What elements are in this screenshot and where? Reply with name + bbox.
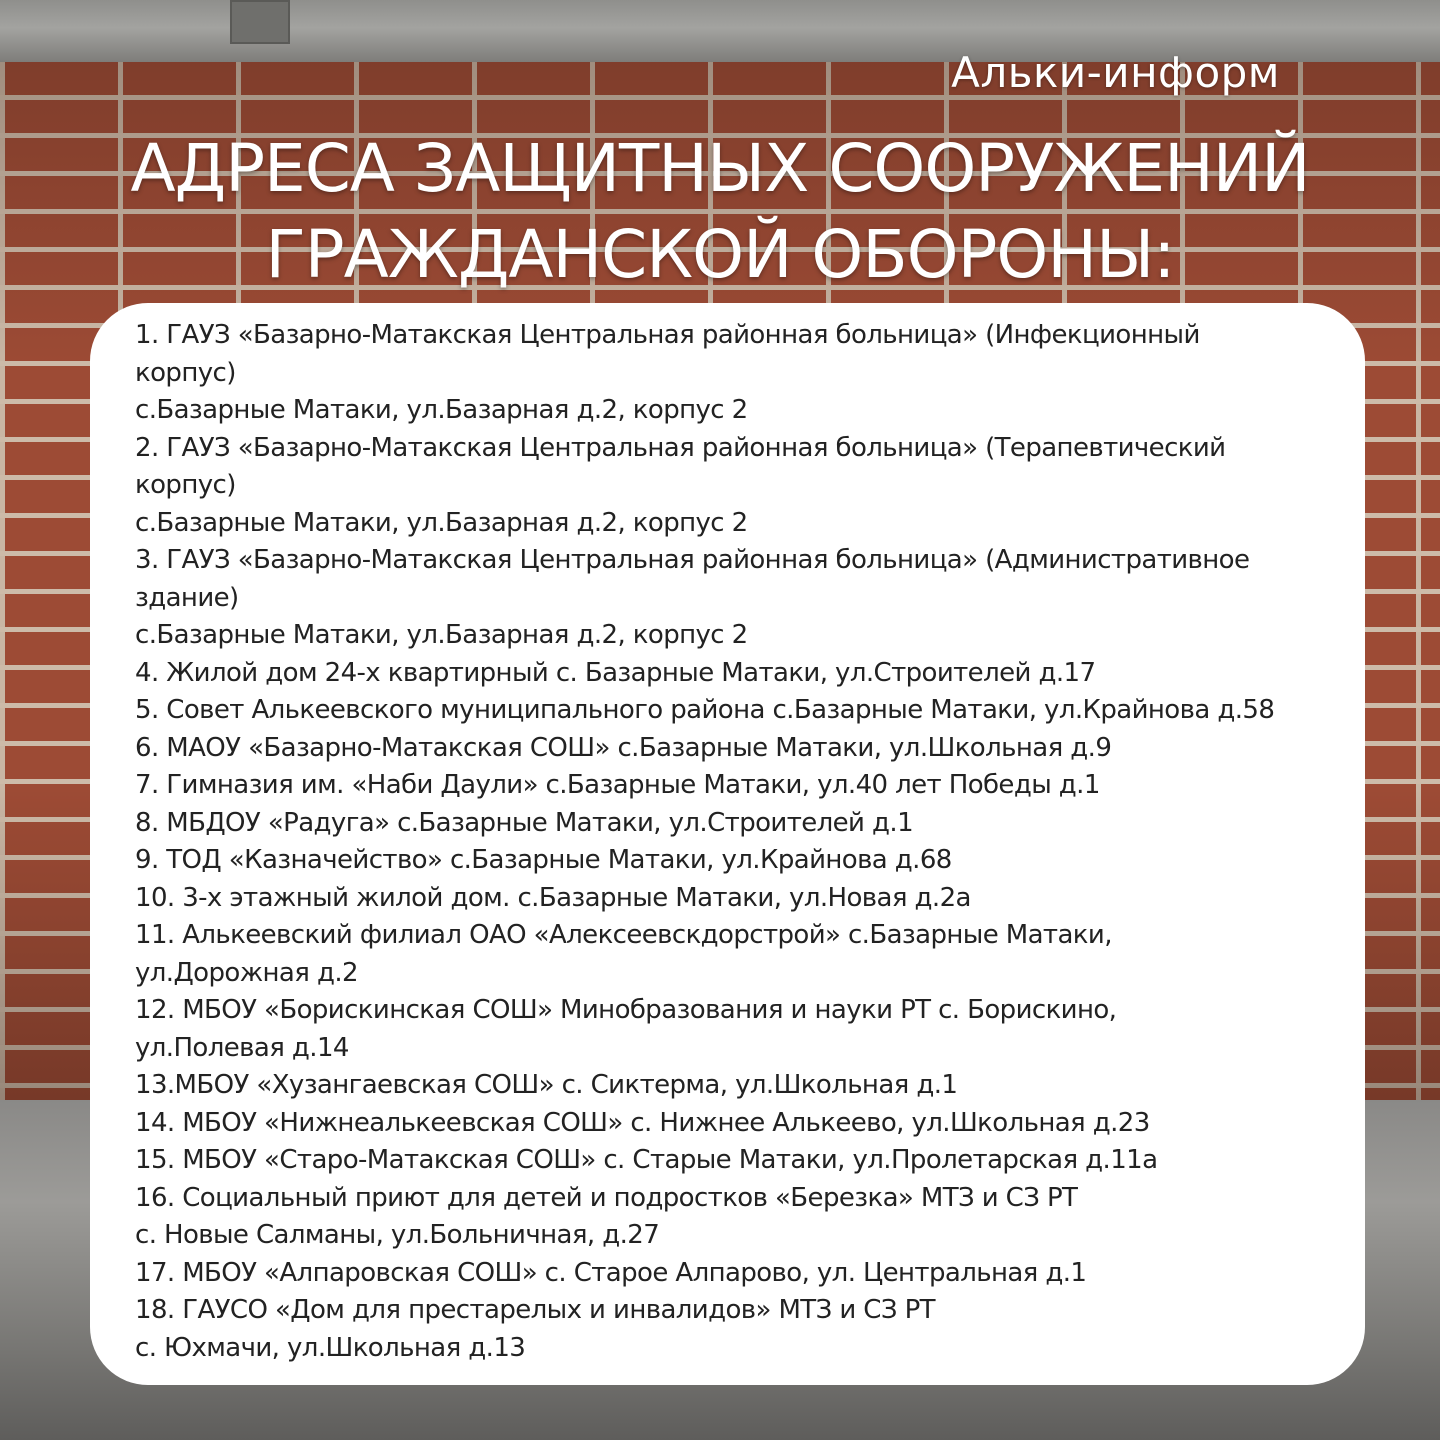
address-line: 13.МБОУ «Хузангаевская СОШ» с. Сиктерма, ул.Школьная д.1 bbox=[135, 1070, 958, 1100]
address-line: ул.Дорожная д.2 bbox=[135, 957, 358, 988]
address-line: 10. 3-х этажный жилой дом. с.Базарные Матаки, ул.Новая д.2а bbox=[135, 882, 971, 913]
address-line: здание) bbox=[135, 582, 239, 613]
address-line: 17. МБОУ «Алпаровская СОШ» с. Старое Алпарово, ул. Центральная д.1 bbox=[135, 1257, 1087, 1288]
address-line: корпус) bbox=[135, 357, 236, 388]
address-line: ул.Полевая д.14 bbox=[135, 1032, 349, 1063]
address-line: 11. Алькеевский филиал ОАО «Алексеевскдорстрой» с.Базарные Матаки, bbox=[135, 920, 1112, 950]
address-line: 18. ГАУСО «Дом для престарелых и инвалидов» МТЗ и СЗ РТ bbox=[135, 1295, 935, 1325]
title-line-1: АДРЕСА ЗАЩИТНЫХ СООРУЖЕНИЙ bbox=[130, 130, 1310, 207]
address-line: 14. МБОУ «Нижнеалькеевская СОШ» с. Нижнее Алькеево, ул.Школьная д.23 bbox=[135, 1107, 1150, 1138]
address-line: 4. Жилой дом 24-х квартирный с. Базарные Матаки, ул.Строителей д.17 bbox=[135, 657, 1096, 688]
address-list bbox=[135, 317, 1365, 1367]
title-line-2: ГРАЖДАНСКОЙ ОБОРОНЫ: bbox=[265, 216, 1175, 293]
address-line: 7. Гимназия им. «Наби Даули» с.Базарные Матаки, ул.40 лет Победы д.1 bbox=[135, 770, 1100, 800]
brand-name: Альки-информ bbox=[951, 48, 1280, 97]
address-line: 1. ГАУЗ «Базарно-Матакская Центральная районная больница» (Инфекционный bbox=[135, 320, 1200, 350]
address-line: 15. МБОУ «Старо-Матакская СОШ» с. Старые Матаки, ул.Пролетарская д.11а bbox=[135, 1145, 1158, 1175]
address-line: с.Базарные Матаки, ул.Базарная д.2, корпус 2 bbox=[135, 507, 748, 538]
address-line: 9. ТОД «Казначейство» с.Базарные Матаки, ул.Крайнова д.68 bbox=[135, 845, 952, 875]
address-line: 8. МБДОУ «Радуга» с.Базарные Матаки, ул.Строителей д.1 bbox=[135, 807, 914, 838]
metal-bracket bbox=[230, 0, 290, 44]
address-line: корпус) bbox=[135, 470, 236, 500]
address-line: 3. ГАУЗ «Базарно-Матакская Центральная районная больница» (Административное bbox=[135, 545, 1250, 575]
address-line: с. Новые Салманы, ул.Больничная, д.27 bbox=[135, 1220, 660, 1250]
address-card bbox=[90, 303, 1365, 1385]
address-line: 2. ГАУЗ «Базарно-Матакская Центральная районная больница» (Терапевтический bbox=[135, 432, 1226, 463]
address-line: с.Базарные Матаки, ул.Базарная д.2, корпус 2 bbox=[135, 395, 748, 425]
address-line: с.Базарные Матаки, ул.Базарная д.2, корпус 2 bbox=[135, 620, 748, 650]
page-title bbox=[0, 126, 1440, 298]
address-line: 6. МАОУ «Базарно-Матакская СОШ» с.Базарные Матаки, ул.Школьная д.9 bbox=[135, 732, 1112, 763]
address-line: с. Юхмачи, ул.Школьная д.13 bbox=[135, 1332, 526, 1363]
address-line: 12. МБОУ «Борискинская СОШ» Минобразования и науки РТ с. Борискино, bbox=[135, 995, 1117, 1025]
address-line: 5. Совет Алькеевского муниципального района с.Базарные Матаки, ул.Крайнова д.58 bbox=[135, 695, 1275, 725]
address-line: 16. Социальный приют для детей и подростков «Березка» МТЗ и СЗ РТ bbox=[135, 1182, 1078, 1213]
